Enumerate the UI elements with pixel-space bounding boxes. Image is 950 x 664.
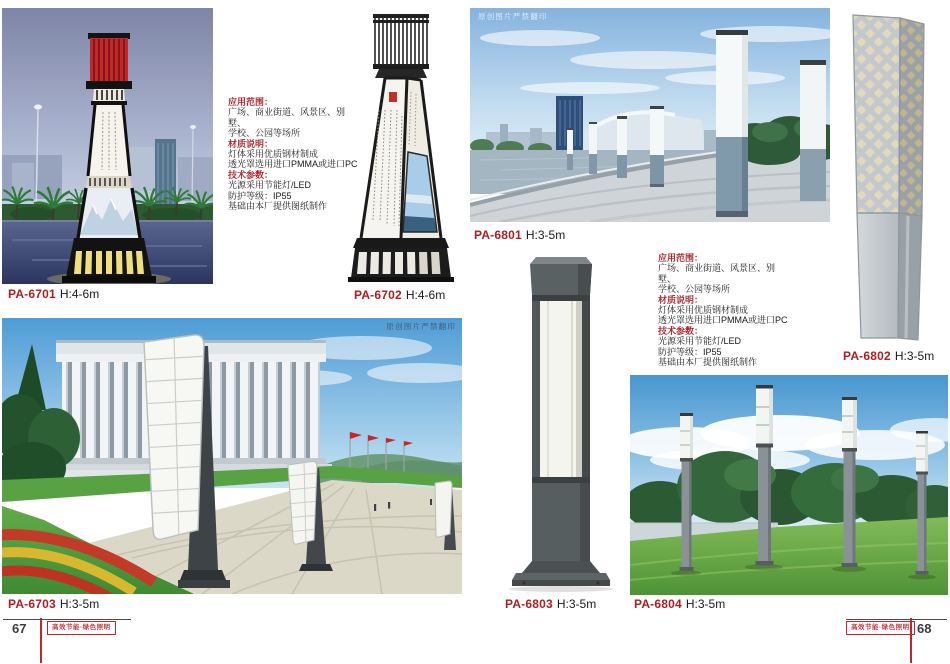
calligraphy-tower-lamp-drawing	[345, 6, 457, 285]
product-size: H:3-5m	[59, 597, 100, 611]
product-size: H:3-5m	[525, 228, 566, 242]
product-size: H:3-5m	[556, 597, 597, 611]
spec-block-left	[228, 97, 360, 211]
spec-title-material: 材质说明：	[228, 138, 274, 149]
spec-title-application: 应用范围：	[228, 97, 274, 107]
spec-title-parameters: 技术参数：	[228, 169, 274, 180]
square-column-lamp-drawing	[502, 253, 617, 593]
page-number-right: 68	[917, 621, 932, 636]
spec-line: 广场、商业街道、风景区、别墅、	[658, 263, 776, 284]
illustration-pa6802	[836, 8, 944, 343]
spec-line: 灯体采用优质钢材制成	[228, 149, 319, 160]
footer-slogan-left: 高效节能·绿色照明	[47, 621, 116, 635]
page-number-left: 67	[12, 621, 27, 636]
product-size: H:3-5m	[894, 349, 935, 363]
copyright-watermark: 原创图片严禁翻印	[386, 322, 456, 331]
illustration-pa6803	[502, 253, 617, 593]
spec-title-material: 材质说明：	[658, 294, 704, 305]
spec-title-parameters: 技术参数：	[658, 325, 704, 336]
photo-pa6703	[2, 318, 462, 594]
product-label-pa6703	[8, 597, 99, 611]
product-code: PA-6801	[474, 228, 522, 242]
product-label-pa6701	[8, 287, 99, 301]
product-label-pa6801	[474, 228, 565, 242]
spec-line: 基础由本厂提供图纸制作	[658, 357, 758, 368]
copyright-watermark: 原创图片严禁翻印	[478, 12, 548, 21]
product-label-pa6803	[505, 597, 596, 611]
blade-sign-lamps-plaza-photo	[2, 318, 462, 594]
product-label-pa6702	[354, 288, 445, 302]
spec-line: 光源采用节能灯/LED	[658, 336, 742, 347]
tower-lamp-night-photo	[2, 8, 213, 284]
waterfront-column-lamps-photo	[470, 8, 830, 222]
product-code: PA-6804	[634, 597, 682, 611]
product-code: PA-6703	[8, 597, 56, 611]
product-size: H:4-6m	[59, 287, 100, 301]
spec-line: 透光罩选用进口PMMA或进口PC	[228, 159, 358, 170]
spec-line: 广场、商业街道、风景区、别墅、	[228, 107, 346, 128]
spec-line: 透光罩选用进口PMMA或进口PC	[658, 315, 788, 326]
product-size: H:4-6m	[405, 288, 446, 302]
footer-divider-right	[910, 618, 912, 663]
footer-divider-left	[40, 618, 42, 663]
spec-line: 基础由本厂提供图纸制作	[228, 201, 328, 212]
product-code: PA-6803	[505, 597, 553, 611]
photo-pa6701	[2, 8, 213, 284]
spec-line: 灯体采用优质钢材制成	[658, 305, 749, 316]
footer-slogan-right: 高效节能·绿色照明	[846, 621, 915, 635]
park-column-lamps-photo	[630, 375, 948, 595]
spec-line: 光源采用节能灯/LED	[228, 180, 312, 191]
spec-block-right	[658, 253, 790, 367]
illustration-pa6702	[345, 6, 457, 285]
product-code: PA-6702	[354, 288, 402, 302]
footer-rule-left	[3, 619, 131, 620]
lattice-column-lamp-drawing	[836, 8, 944, 343]
product-size: H:3-5m	[685, 597, 726, 611]
spec-line: 学校、公园等场所	[658, 284, 731, 295]
photo-pa6804	[630, 375, 948, 595]
product-label-pa6802	[843, 349, 934, 363]
footer-rule-right	[846, 619, 947, 620]
product-label-pa6804	[634, 597, 725, 611]
photo-pa6801	[470, 8, 830, 222]
spec-line: 防护等级：IP55	[658, 346, 722, 357]
spec-line: 学校、公园等场所	[228, 128, 301, 139]
product-code: PA-6802	[843, 349, 891, 363]
spec-title-application: 应用范围：	[658, 253, 704, 263]
product-code: PA-6701	[8, 287, 56, 301]
spec-line: 防护等级：IP55	[228, 190, 292, 201]
